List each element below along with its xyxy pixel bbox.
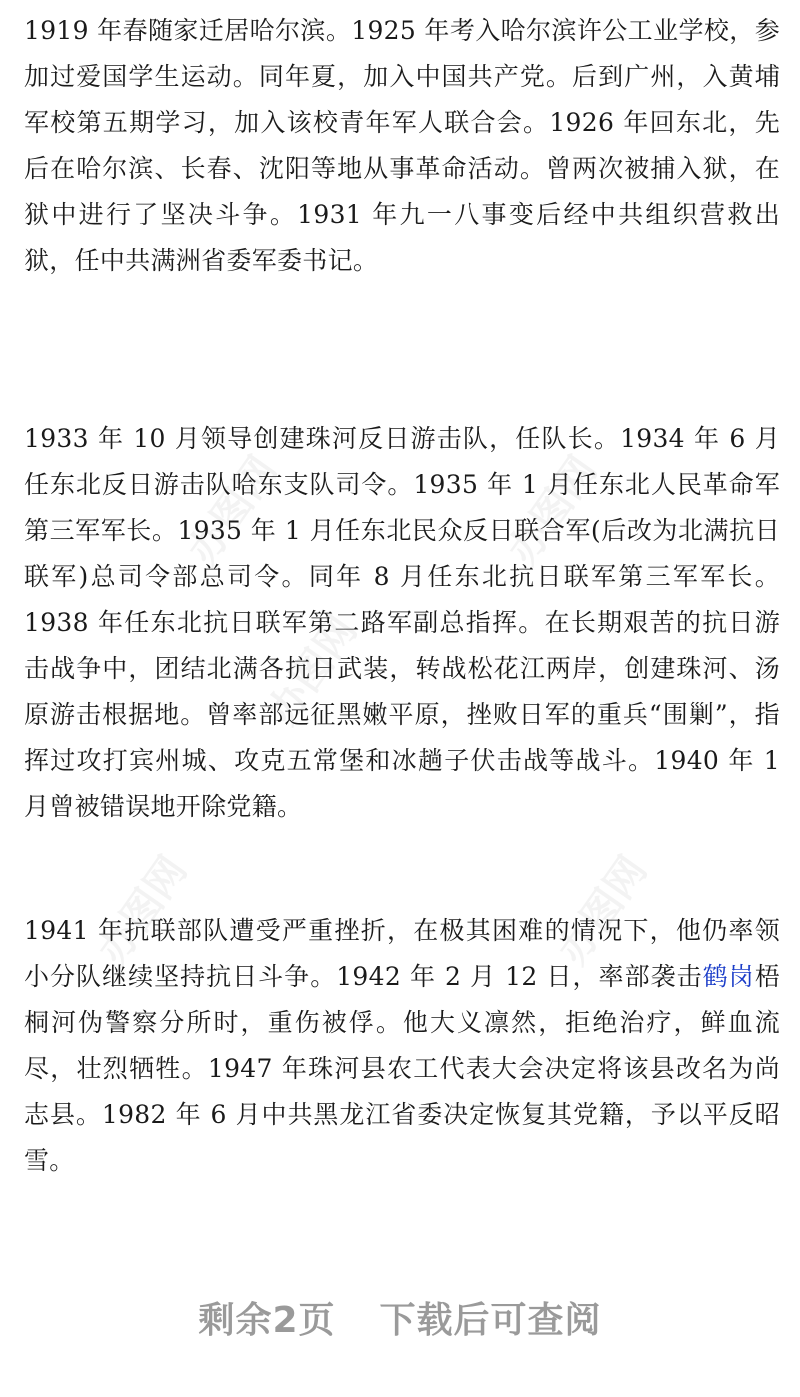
hegang-link[interactable]: 鹤岗: [702, 962, 755, 991]
download-to-view-label: 下载后可查阅: [379, 1300, 602, 1341]
remaining-pages-label: 剩余2页: [198, 1300, 336, 1341]
watermark-logo: 办图网: [89, 848, 197, 973]
paragraph-3-text-after: 梧桐河伪警察分所时，重伤被俘。他大义凛然，拒绝治疗，鲜血流尽，壮烈牺牲。1947 年珠河县农工代表大会决定将该县改名为尚志县。1982 年 6 月中共黑龙江省委决定恢复其党籍，予以平反昭雪。: [24, 962, 780, 1175]
download-prompt[interactable]: [0, 1292, 800, 1343]
paragraph-1: 1919 年春随家迁居哈尔滨。1925 年考入哈尔滨许公工业学校，参加过爱国学生运动。同年夏，加入中国共产党。后到广州，入黄埔军校第五期学习，加入该校青年军人联合会。1926 年回东北，先后在哈尔滨、长春、沈阳等地从事革命活动。曾两次被捕入狱，在狱中进行了坚决斗争。1931 年九一八事变后经中共组织营救出狱，任中共满洲省委军委书记。: [24, 16, 780, 275]
watermark-logo: 办图网: [549, 848, 657, 973]
watermark-logo: 办图网: [499, 448, 607, 573]
paragraph-2: 1933 年 10 月领导创建珠河反日游击队，任队长。1934 年 6 月任东北反日游击队哈东支队司令。1935 年 1 月任东北人民革命军第三军军长。1935 年 1 月任东北民众反日联合军(后改为北满抗日联军)总司令部总司令。同年 8 月任东北抗日联军第三军军长。1938 年任东北抗日联军第二路军副总指挥。在长期艰苦的抗日游击战争中，团结北满各抗日武装，转战松花江两岸，创建珠河、汤原游击根据地。曾率部远征黑嫩平原，挫败日军的重兵“围剿”，指挥过攻打宾州城、攻克五常堡和冰趟子伏击战等战斗。1940 年 1 月曾被错误地开除党籍。: [24, 424, 780, 821]
watermark-logo: 办图网: [179, 448, 287, 573]
watermark-logo: 办图网: [259, 608, 367, 733]
paragraph-3-text-before: 1941 年抗联部队遭受严重挫折，在极其困难的情况下，他仍率领小分队继续坚持抗日斗争。1942 年 2 月 12 日，率部袭击: [24, 916, 780, 991]
paragraph-3: [24, 908, 780, 1184]
